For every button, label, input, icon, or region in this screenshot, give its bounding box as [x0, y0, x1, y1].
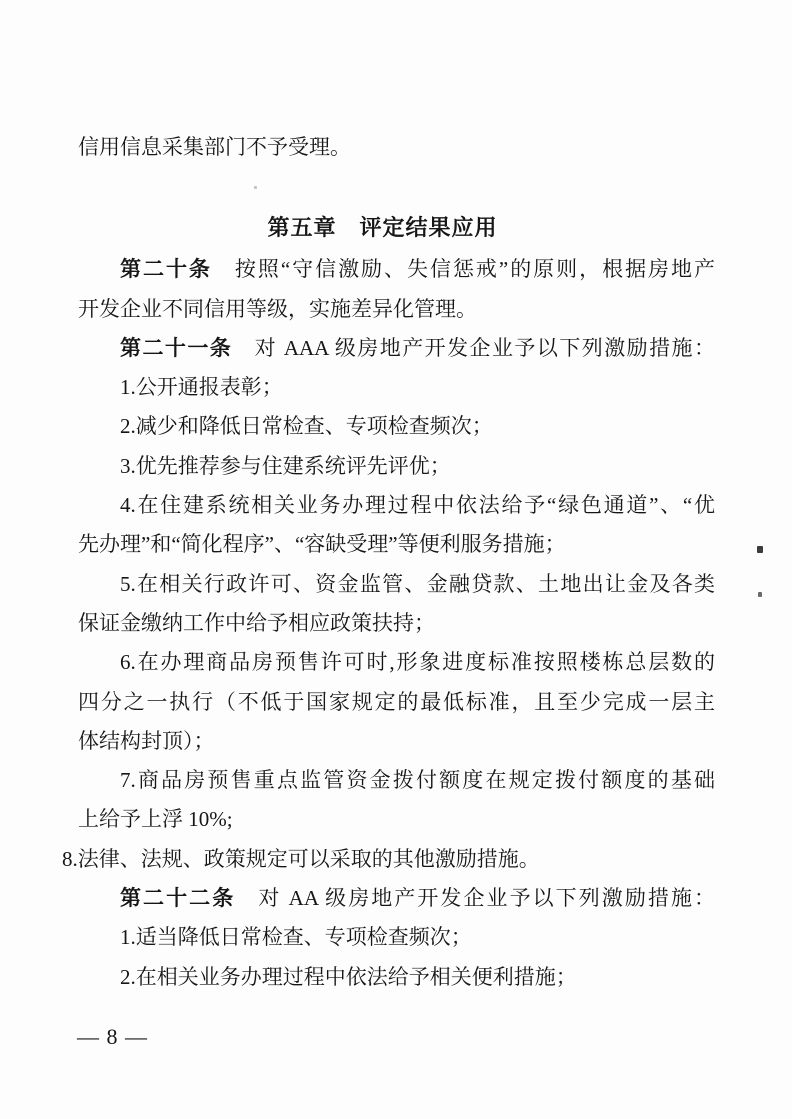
text-line: 上给予上浮 10%;	[78, 807, 233, 832]
scan-speck	[757, 546, 763, 553]
list-item-1: 1.适当降低日常检查、专项检查频次；	[120, 925, 472, 950]
list-item-1: 1.公开通报表彰；	[120, 375, 283, 400]
article-22-line	[78, 879, 715, 918]
list-item-2: 2.在相关业务办理过程中依法给予相关便利措施；	[120, 964, 577, 989]
scan-speck	[758, 592, 762, 597]
document-body	[62, 128, 716, 997]
list-item-6: 6.在办理商品房预售许可时,形象进度标准按照楼栋总层数的	[120, 650, 715, 675]
text-line: 四分之一执行（不低于国家规定的最低标准，且至少完成一层主	[78, 689, 715, 714]
list-item-5: 5.在相关行政许可、资金监管、金融贷款、土地出让金及各类	[120, 571, 715, 596]
article-number: 第二十一条	[120, 335, 233, 360]
article-number: 第二十二条	[120, 886, 236, 911]
list-item-4: 4.在住建系统相关业务办理过程中依法给予“绿色通道”、“优	[120, 493, 715, 518]
page-number: — 8 —	[77, 1024, 148, 1049]
list-item-2: 2.减少和降低日常检查、专项检查频次；	[120, 414, 493, 439]
line-text: 对 AAA 级房地产开发企业予以下列激励措施：	[232, 335, 715, 360]
text-line: 体结构封顶）；	[78, 728, 215, 753]
scan-speck	[254, 186, 257, 189]
list-item-8: 8.法律、法规、政策规定可以采取的其他激励措施。	[62, 846, 540, 871]
intro-line: 信用信息采集部门不予受理。	[78, 135, 351, 159]
list-item-3: 3.优先推荐参与住建系统评先评优；	[120, 453, 451, 478]
text-line: 保证金缴纳工作中给予相应政策扶持；	[78, 610, 435, 635]
article-21-line	[78, 329, 715, 368]
text-line: 先办理”和“简化程序”、“容缺受理”等便利服务措施；	[78, 532, 566, 557]
text-line: 开发企业不同信用等级，实施差异化管理。	[78, 296, 477, 321]
list-item-7: 7.商品房预售重点监管资金拨付额度在规定拨付额度的基础	[120, 768, 715, 793]
article-number: 第二十条	[120, 257, 212, 282]
line-text: 按照“守信激励、失信惩戒”的原则，根据房地产	[211, 257, 716, 282]
chapter-heading: 第五章 评定结果应用	[267, 215, 498, 241]
article-20-line	[78, 250, 715, 289]
line-text: 对 AA 级房地产开发企业予以下列激励措施：	[235, 886, 715, 911]
